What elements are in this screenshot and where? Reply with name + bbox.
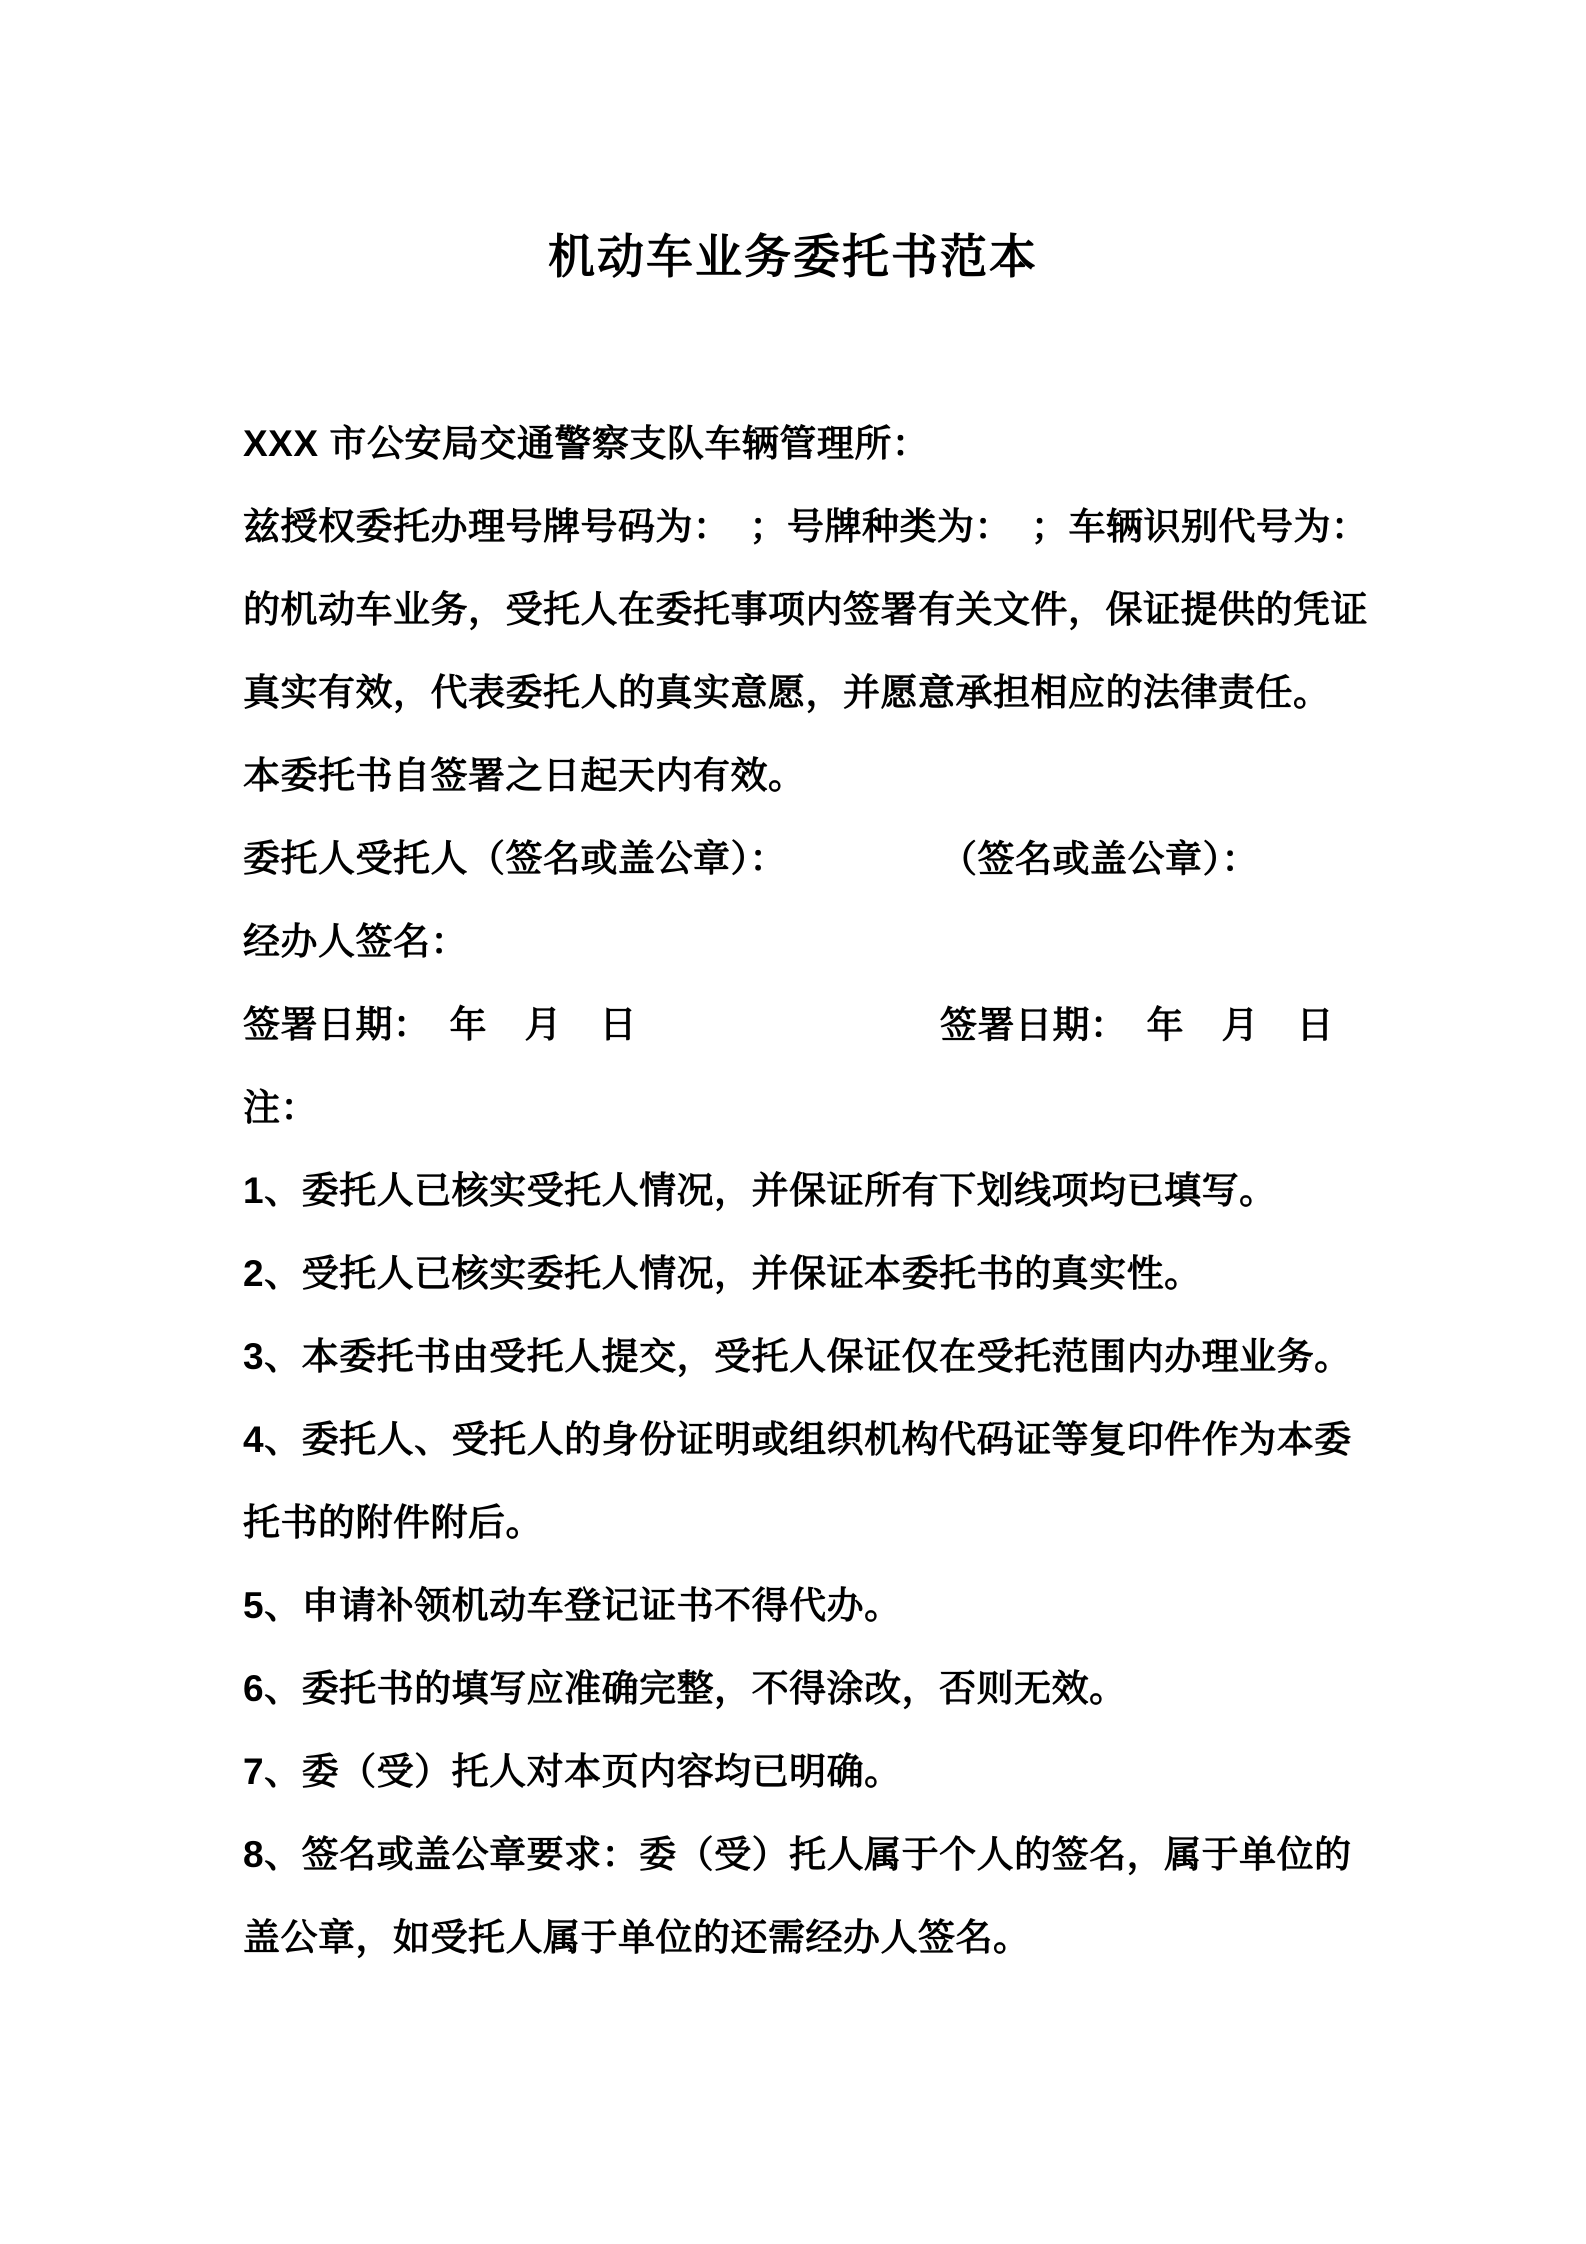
document-line xyxy=(243,651,1486,734)
document-line xyxy=(243,983,1486,1066)
document-line-text: 本委托书自签署之日起天内有效。 xyxy=(243,755,806,796)
document-line-text: 真实有效，代表委托人的真实意愿，并愿意承担相应的法律责任。 xyxy=(243,672,1331,713)
document-line-text: 2、受托人已核实委托人情况，并保证本委托书的真实性。 xyxy=(243,1253,1202,1294)
document-line xyxy=(243,1066,1486,1149)
document-title: 机动车业务委托书范本 xyxy=(548,230,1038,283)
document-line-text: 3、本委托书由受托人提交，受托人保证仅在受托范围内办理业务。 xyxy=(243,1336,1352,1377)
document-line xyxy=(243,1813,1486,1896)
document-line-text: 注： xyxy=(243,1087,318,1128)
document-line xyxy=(243,1232,1486,1315)
document-line xyxy=(243,1896,1486,1979)
document-line-text: 盖公章，如受托人属于单位的还需经办人签名。 xyxy=(243,1917,1031,1958)
document-line-text: 4、委托人、受托人的身份证明或组织机构代码证等复印件作为本委 xyxy=(243,1419,1352,1460)
document-line xyxy=(243,1647,1486,1730)
document-line-text: 委托人受托人（签名或盖公章）： xyxy=(243,838,787,879)
document-line xyxy=(243,1564,1486,1647)
document-line xyxy=(243,1398,1486,1481)
document-line xyxy=(243,734,1486,817)
document-line xyxy=(243,817,1486,900)
document-line-text: 5、申请补领机动车登记证书不得代办。 xyxy=(243,1585,902,1626)
document-line-text: 签署日期： 年 月 日 xyxy=(243,1004,637,1045)
document-line-text: 的机动车业务，受托人在委托事项内签署有关文件，保证提供的凭证 xyxy=(243,589,1368,630)
document-line-text: 经办人签名： xyxy=(243,921,468,962)
document-line-text: 托书的附件附后。 xyxy=(243,1502,543,1543)
document-body xyxy=(243,402,1486,1979)
document-line-text: XXX 市公安局交通警察支队车辆管理所： xyxy=(243,423,930,464)
document-line-text: 6、委托书的填写应准确完整，不得涂改，否则无效。 xyxy=(243,1668,1127,1709)
document-line xyxy=(243,568,1486,651)
document-line xyxy=(243,900,1486,983)
document-line xyxy=(243,1149,1486,1232)
document-line xyxy=(243,1315,1486,1398)
document-line xyxy=(243,1730,1486,1813)
document-line-text: 8、签名或盖公章要求：委（受）托人属于个人的签名，属于单位的 xyxy=(243,1834,1352,1875)
document-line-text: 1、委托人已核实受托人情况，并保证所有下划线项均已填写。 xyxy=(243,1170,1277,1211)
document-line xyxy=(243,402,1486,485)
document-line-text-right: 签署日期： 年 月 日 xyxy=(940,1004,1334,1045)
document-line-text: 7、委（受）托人对本页内容均已明确。 xyxy=(243,1751,902,1792)
document-line xyxy=(243,485,1486,568)
document-line-text: 兹授权委托办理号牌号码为： ；号牌种类为： ；车辆识别代号为： xyxy=(243,506,1369,547)
document-line xyxy=(243,1481,1486,1564)
document-line-text-right: （签名或盖公章）： xyxy=(940,838,1259,879)
